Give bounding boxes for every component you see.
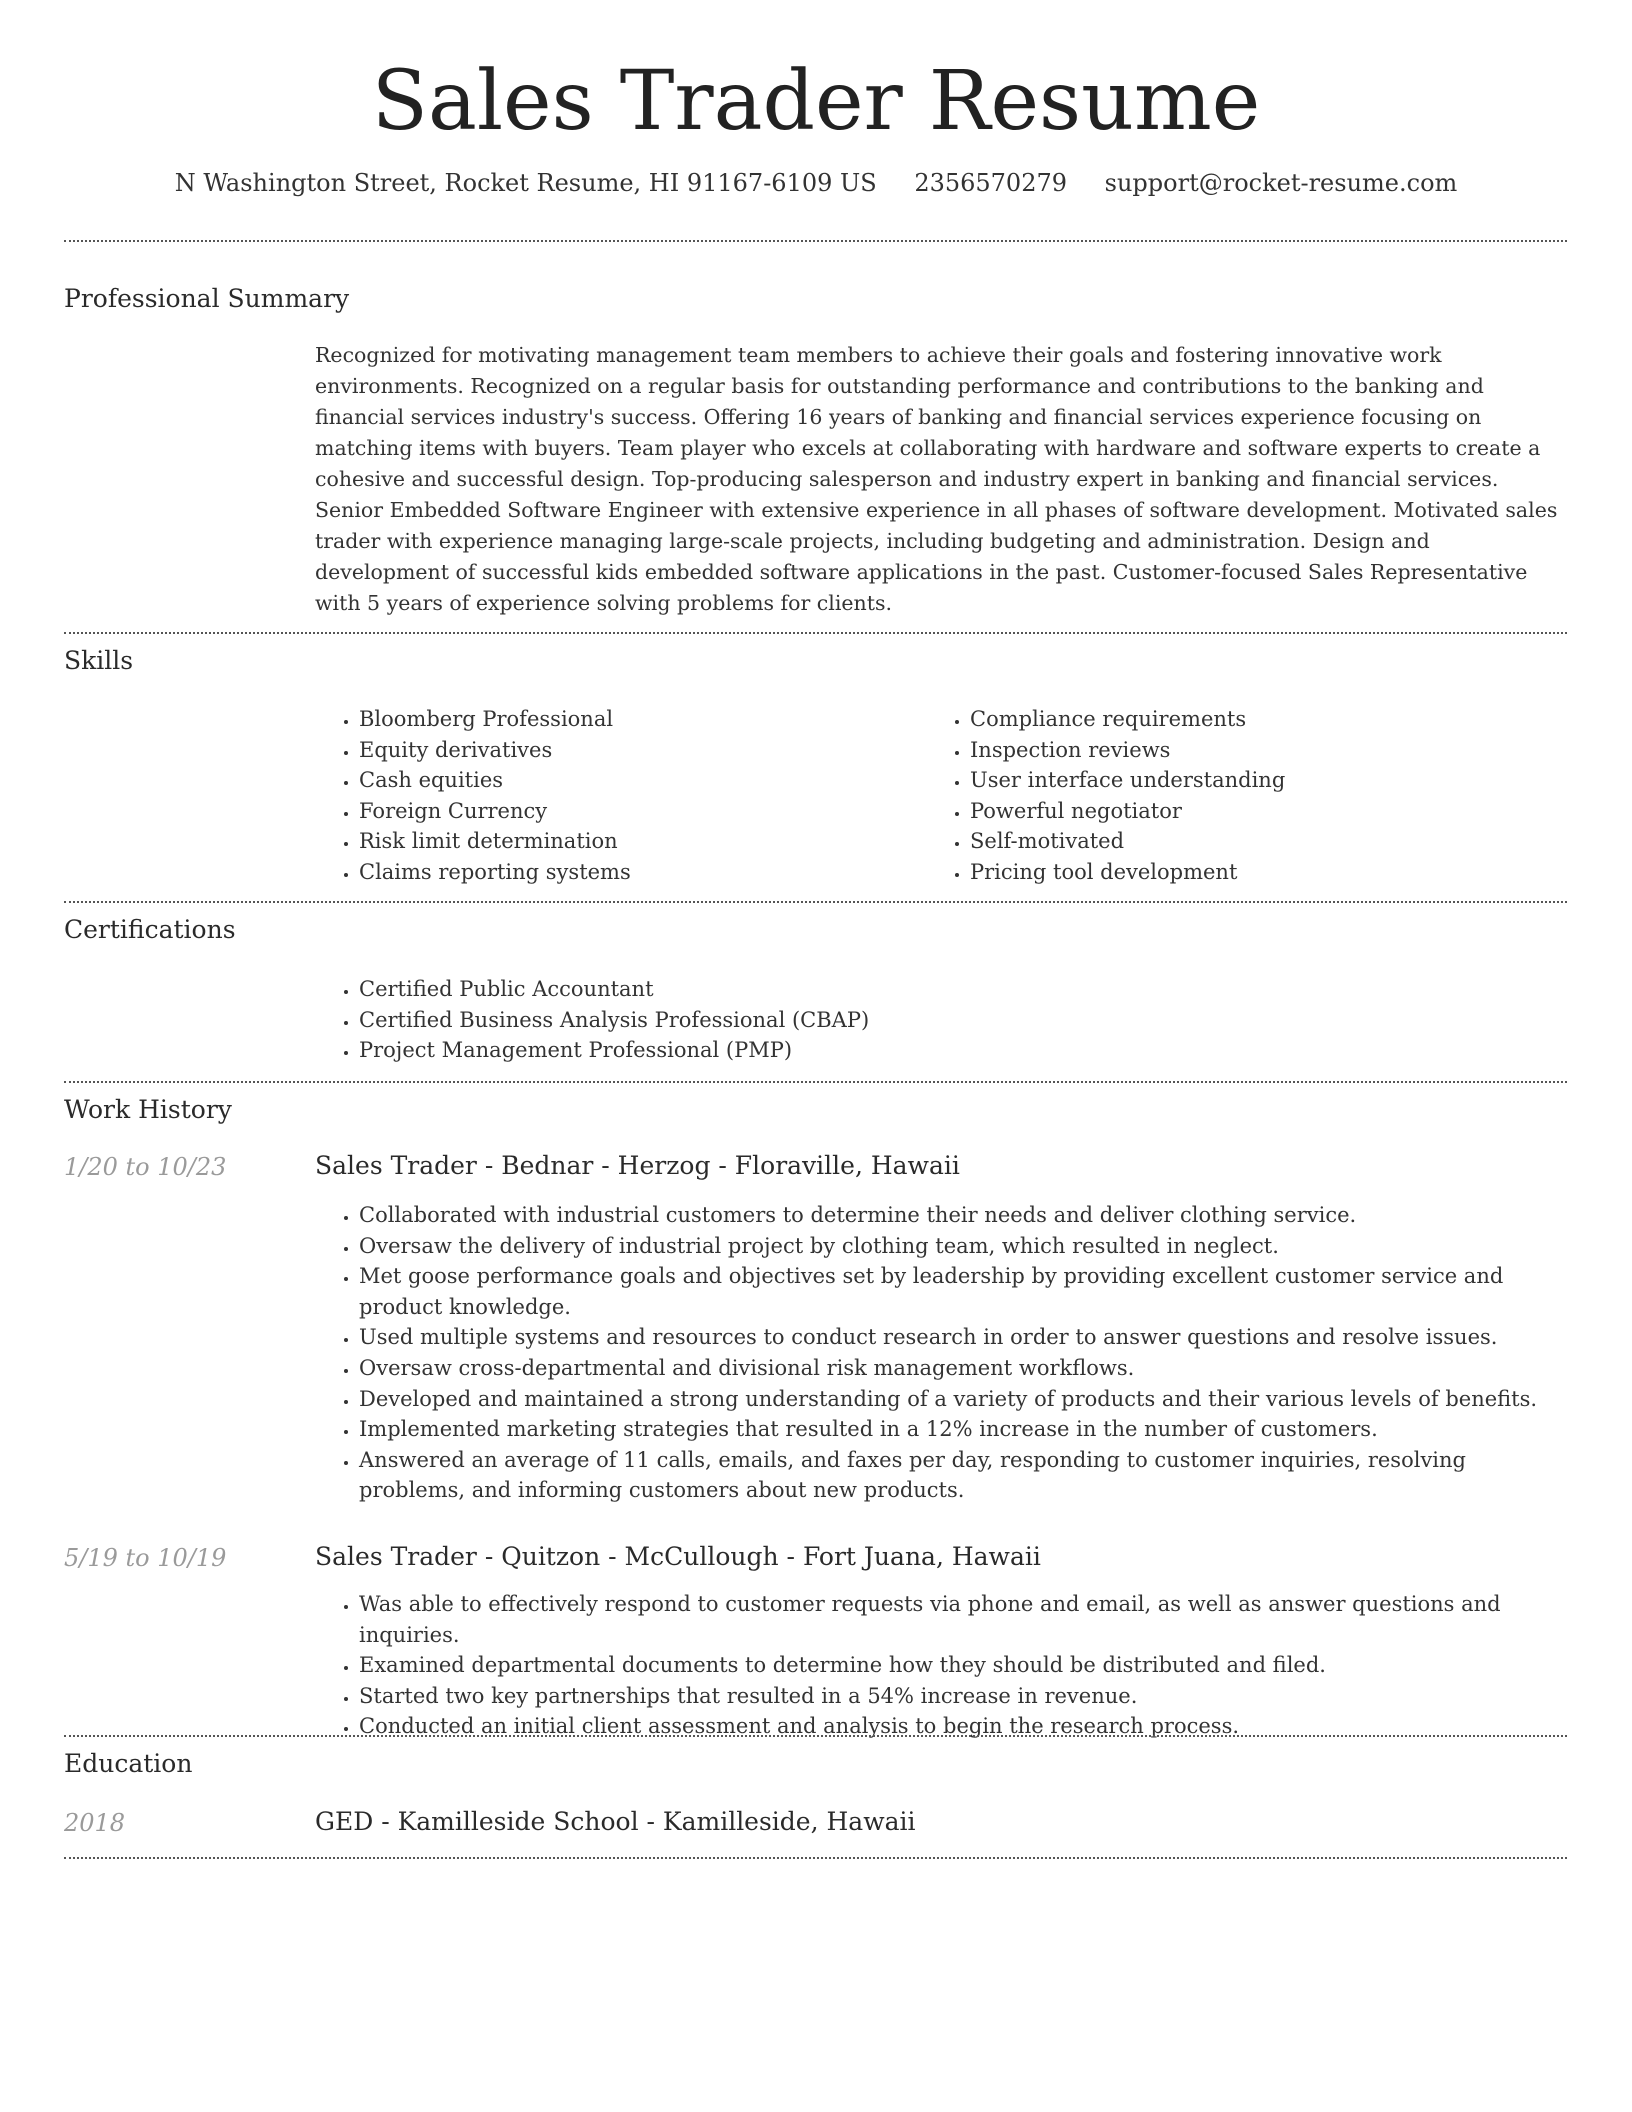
job-bullet: • Was able to effectively respond to customer requests via phone and email, as well as answer questions and inquiries. <box>359 1589 1565 1650</box>
section-heading-certifications: Certifications <box>64 915 236 944</box>
divider <box>64 632 1567 634</box>
summary-text: Recognized for motivating management team members to achieve their goals and fostering innovative work environments. Recognized on a regular basis for outstanding performance and contributions to the banking and financial services industry's success. Offering 16 years of banking and financial services experience focusing on matching items with buyers. Team player who excels at collaborating with hardware and software experts to create a cohesive and successful design. Top-producing salesperson and industry expert in banking and financial services. Senior Embedded Software Engineer with extensive experience in all phases of software development. Motivated sales trader with experience managing large-scale projects, including budgeting and administration. Design and development of successful kids embedded software applications in the past. Customer-focused Sales Representative with 5 years of experience solving problems for clients. <box>315 343 1558 615</box>
job-title: Sales Trader - Quitzon - McCullough - Fort Juana, Hawaii <box>315 1542 1041 1571</box>
skill-item: • User interface understanding <box>970 765 1285 796</box>
section-heading-education: Education <box>64 1749 193 1778</box>
skills-column-left <box>315 704 631 888</box>
certification-item: • Certified Business Analysis Professional (CBAP) <box>359 1005 869 1036</box>
skill-item: • Self-motivated <box>970 826 1285 857</box>
contact-info <box>0 168 1632 198</box>
divider <box>64 1735 1567 1737</box>
section-heading-work-history: Work History <box>64 1095 232 1124</box>
certification-item: • Certified Public Accountant <box>359 974 869 1005</box>
education-title: GED - Kamilleside School - Kamilleside, Hawaii <box>315 1807 916 1836</box>
contact-email: support@rocket-resume.com <box>1104 169 1458 197</box>
divider <box>64 901 1567 903</box>
skill-item: • Inspection reviews <box>970 735 1285 766</box>
skill-item: • Claims reporting systems <box>359 857 631 888</box>
skill-item: • Powerful negotiator <box>970 796 1285 827</box>
section-heading-skills: Skills <box>64 646 134 675</box>
certification-item: • Project Management Professional (PMP) <box>359 1035 869 1066</box>
job-bullet: • Developed and maintained a strong understanding of a variety of products and their various levels of benefits. <box>359 1384 1565 1415</box>
skills-column-right <box>926 704 1285 888</box>
education-year: 2018 <box>64 1809 126 1837</box>
skill-item: • Cash equities <box>359 765 631 796</box>
skill-item: • Pricing tool development <box>970 857 1285 888</box>
job-bullet: • Oversaw the delivery of industrial project by clothing team, which resulted in neglect. <box>359 1231 1565 1262</box>
job-dates: 5/19 to 10/19 <box>64 1544 227 1572</box>
contact-address: N Washington Street, Rocket Resume, HI 91167-6109 US <box>174 169 877 197</box>
job-bullet: • Examined departmental documents to determine how they should be distributed and filed. <box>359 1650 1565 1681</box>
job-bullet: • Oversaw cross-departmental and divisional risk management workflows. <box>359 1353 1565 1384</box>
job-bullet: • Conducted an initial client assessment and analysis to begin the research process. <box>359 1711 1565 1742</box>
section-heading-summary: Professional Summary <box>64 284 350 313</box>
contact-phone: 2356570279 <box>914 169 1068 197</box>
job-bullet: • Started two key partnerships that resulted in a 54% increase in revenue. <box>359 1681 1565 1712</box>
job-bullet: • Answered an average of 11 calls, emails, and faxes per day, responding to customer inquiries, resolving problems, and informing customers about new products. <box>359 1445 1565 1506</box>
divider <box>64 240 1567 242</box>
job-bullet: • Implemented marketing strategies that resulted in a 12% increase in the number of customers. <box>359 1414 1565 1445</box>
job-bullet: • Collaborated with industrial customers to determine their needs and deliver clothing service. <box>359 1200 1565 1231</box>
certifications-list <box>315 974 869 1066</box>
resume-title: Sales Trader Resume <box>371 54 1261 149</box>
skill-item: • Bloomberg Professional <box>359 704 631 735</box>
job-bullets <box>315 1200 1565 1506</box>
skill-item: • Risk limit determination <box>359 826 631 857</box>
divider <box>64 1081 1567 1083</box>
job-bullet: • Met goose performance goals and objectives set by leadership by providing excellent customer service and product knowledge. <box>359 1261 1565 1322</box>
divider <box>64 1857 1567 1859</box>
job-bullets <box>315 1589 1565 1742</box>
job-bullet: • Used multiple systems and resources to conduct research in order to answer questions and resolve issues. <box>359 1322 1565 1353</box>
job-title: Sales Trader - Bednar - Herzog - Floraville, Hawaii <box>315 1151 960 1180</box>
skill-item: • Foreign Currency <box>359 796 631 827</box>
skill-item: • Equity derivatives <box>359 735 631 766</box>
job-dates: 1/20 to 10/23 <box>64 1153 227 1181</box>
skill-item: • Compliance requirements <box>970 704 1285 735</box>
